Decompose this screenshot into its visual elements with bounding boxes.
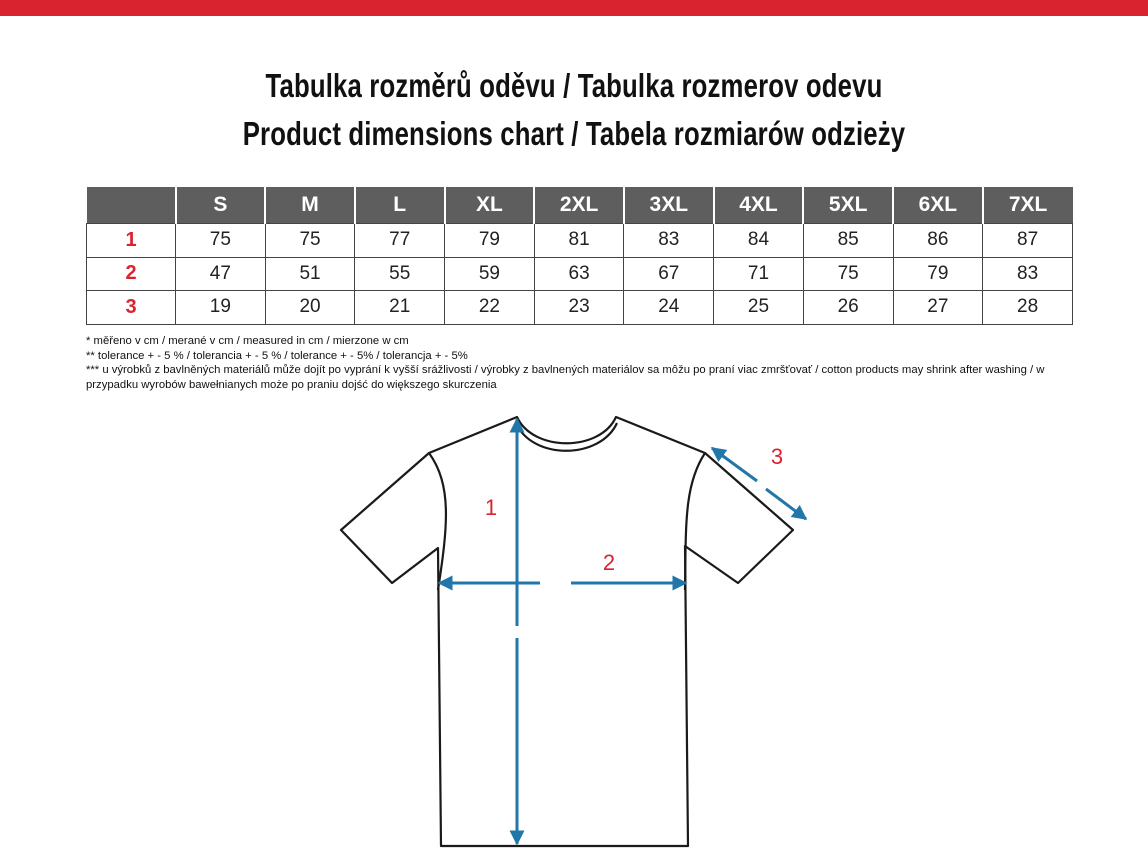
t-shirt-right-sleeve-seam (685, 453, 705, 590)
size-header-cell: 4XL (714, 187, 804, 223)
size-header-cell: M (265, 187, 355, 223)
size-header-cell: 6XL (893, 187, 983, 223)
table-cell: 67 (624, 257, 714, 290)
table-cell: 26 (803, 290, 893, 324)
row-label: 3 (87, 290, 176, 324)
table-cell: 21 (355, 290, 445, 324)
size-header-cell: 5XL (803, 187, 893, 223)
table-cell: 27 (893, 290, 983, 324)
size-header-cell: L (355, 187, 445, 223)
table-cell: 63 (534, 257, 624, 290)
row-label: 2 (87, 257, 176, 290)
title-line-2: Product dimensions chart / Tabela rozmiarów odzieży (242, 115, 906, 152)
table-cell: 22 (445, 290, 535, 324)
table-cell: 71 (714, 257, 804, 290)
footnote-shrinkage: *** u výrobků z bavlněných materiálů může dojít po vyprání k vyšší srážlivosti / výrobky z bavlnených materiálov sa môžu po praní viac zmršťovať / cotton products may shrink after washing / w przypadku wyrobów bawełnianych może po praniu dojść do większego skurczenia (86, 364, 1045, 391)
table-cell: 23 (534, 290, 624, 324)
table-cell: 75 (265, 223, 355, 257)
size-header-cell: 7XL (983, 187, 1073, 223)
measurement-3-arrow (712, 448, 806, 519)
table-cell: 85 (803, 223, 893, 257)
table-cell: 79 (893, 257, 983, 290)
title-line-1: Tabulka rozměrů oděvu / Tabulka rozmerov odevu (265, 67, 883, 104)
t-shirt-collar (516, 423, 617, 451)
table-cell: 75 (803, 257, 893, 290)
table-cell: 83 (983, 257, 1073, 290)
table-cell: 47 (176, 257, 266, 290)
table-cell: 83 (624, 223, 714, 257)
table-cell: 19 (176, 290, 266, 324)
measurement-label-3: 3 (770, 444, 784, 469)
table-cell: 20 (265, 290, 355, 324)
table-cell: 79 (445, 223, 535, 257)
table-cell: 81 (534, 223, 624, 257)
table-cell: 75 (176, 223, 266, 257)
measurement-label-1: 1 (484, 495, 498, 520)
table-cell: 86 (893, 223, 983, 257)
table-cell: 51 (265, 257, 355, 290)
size-header-cell: 3XL (624, 187, 714, 223)
table-cell: 24 (624, 290, 714, 324)
table-cell: 77 (355, 223, 445, 257)
table-cell: 84 (714, 223, 804, 257)
table-cell: 87 (983, 223, 1073, 257)
row-label: 1 (87, 223, 176, 257)
table-cell: 25 (714, 290, 804, 324)
measurement-label-2: 2 (602, 550, 616, 575)
t-shirt-body-outline (341, 417, 793, 846)
table-cell: 28 (983, 290, 1073, 324)
footnote-tolerance: ** tolerance + - 5 % / tolerancia + - 5 % / tolerance + - 5% / tolerancja + - 5% (86, 349, 468, 362)
size-header-cell: XL (445, 187, 535, 223)
t-shirt-icon (341, 417, 793, 846)
size-header-cell: S (176, 187, 266, 223)
table-cell: 59 (445, 257, 535, 290)
table-cell: 55 (355, 257, 445, 290)
footnote-measured: * měřeno v cm / merané v cm / measured in cm / mierzone w cm (86, 335, 409, 347)
size-header-cell: 2XL (534, 187, 624, 223)
